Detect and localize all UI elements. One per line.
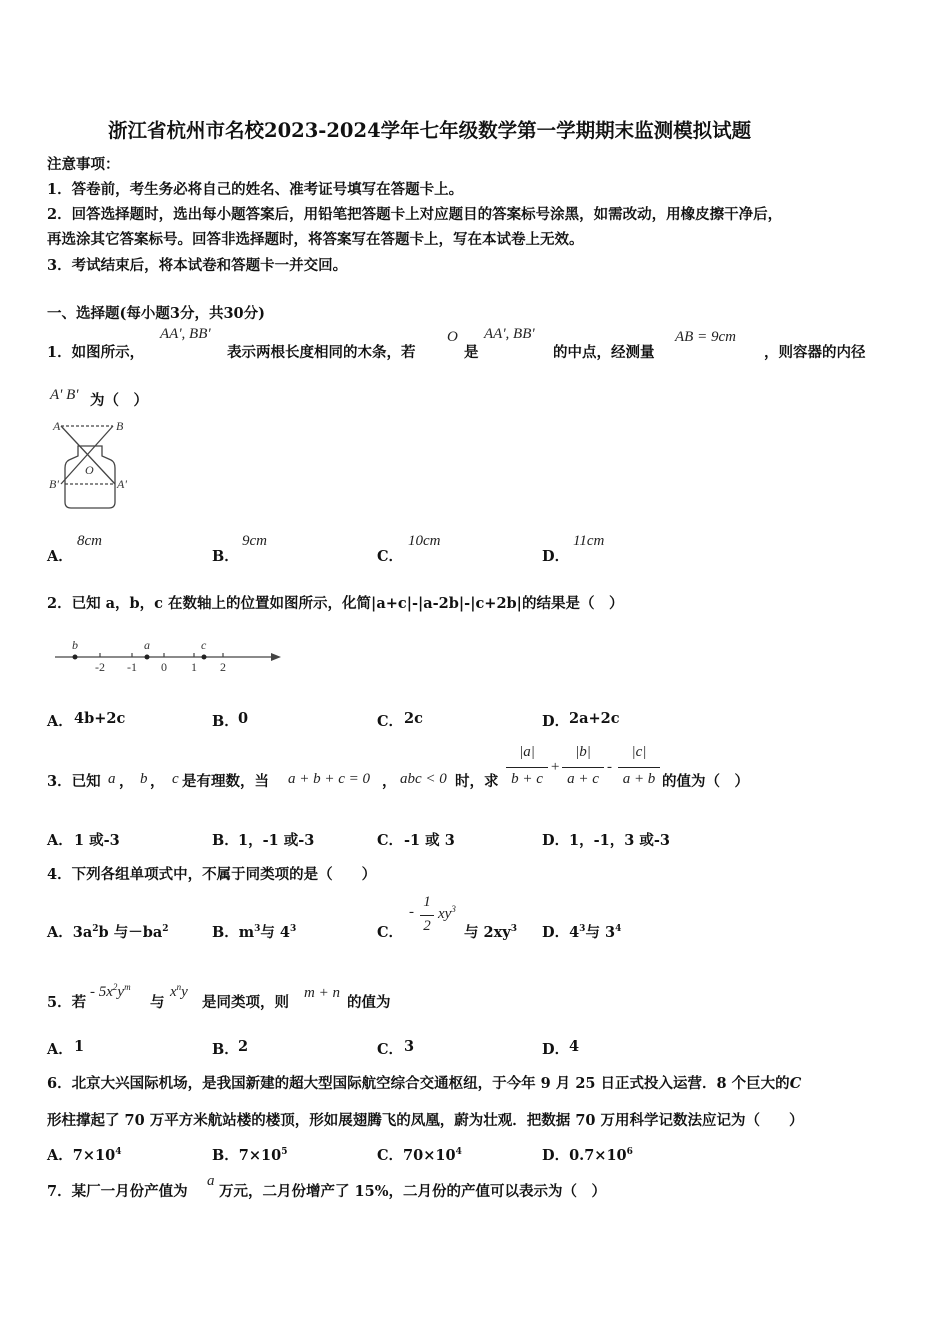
tick-label-2: 2 — [220, 660, 226, 674]
q3-cond-sum: a + b + c = 0 — [288, 771, 371, 787]
q4-option-a-term2: b 与－ba — [98, 924, 163, 941]
q6-text-c: C — [789, 1075, 802, 1092]
q5-option-c: 3 — [404, 1038, 415, 1055]
fig-label-o: O — [85, 463, 94, 477]
q4-option-a-exp2: 2 — [162, 924, 169, 935]
q4-option-b — [212, 921, 296, 942]
q4-option-a-label: A． — [47, 924, 73, 941]
q1-text-3: 是 — [464, 344, 479, 361]
q3-text-1: 3．已知 — [47, 773, 101, 790]
q5-option-a: 1 — [74, 1038, 85, 1055]
notice-item-1: 1．答卷前，考生务必将自己的姓名、准考证号填写在答题卡上。 — [47, 181, 464, 198]
q6-option-a-exp: 4 — [115, 1147, 122, 1158]
q1-text-5: ，则容器的内径 — [764, 344, 866, 361]
q4-option-b-term1: m — [238, 924, 255, 941]
q4-option-a — [47, 921, 169, 942]
q5-option-d-label: D． — [542, 1041, 570, 1058]
q1-math-o: O — [447, 329, 458, 345]
q5-text-3: 是同类项，则 — [202, 994, 289, 1011]
point-c — [202, 655, 207, 660]
fig-label-bp: B' — [49, 477, 59, 491]
q1-option-a-label: A． — [47, 548, 73, 565]
q6-option-c-exp: 4 — [455, 1147, 462, 1158]
section-heading: 一、选择题(每小题3分，共30分) — [47, 305, 265, 322]
q3-frac2-num: |b| — [575, 744, 591, 760]
q5-sum: m + n — [304, 985, 340, 1001]
q5-term-2 — [170, 982, 188, 1001]
label-c: c — [201, 638, 207, 652]
q3-frac1-den: b + c — [511, 771, 543, 787]
q7-var-a: a — [207, 1173, 215, 1189]
q2-option-b: 0 — [238, 710, 249, 727]
q1-option-a: 8cm — [77, 533, 102, 549]
q1-option-d-label: D． — [542, 548, 570, 565]
q3-frac2-bar — [562, 767, 604, 768]
q3-frac3-bar — [618, 767, 660, 768]
q3-minus: - — [607, 759, 612, 775]
q6-option-a-label: A． — [47, 1147, 73, 1164]
notice-heading: 注意事项： — [47, 156, 120, 173]
q3-option-a: 1 或-3 — [74, 832, 120, 849]
q3-text-3: 时，求 — [455, 773, 499, 790]
q4-text: 4．下列各组单项式中，不属于同类项的是（ ） — [47, 866, 377, 883]
q1-option-b-label: B． — [212, 548, 239, 565]
q5-option-b-label: B． — [212, 1041, 239, 1058]
q3-var-b: b — [140, 771, 148, 787]
q6-option-d-exp: 6 — [626, 1147, 633, 1158]
q3-var-a: a — [108, 771, 116, 787]
q2-option-b-label: B． — [212, 713, 239, 730]
q5-term-2-x: x — [170, 984, 177, 1000]
q3-option-d-label: D． — [542, 832, 570, 849]
label-b: b — [72, 638, 78, 652]
tick-label-0: 0 — [161, 660, 167, 674]
q4-option-a-exp1: 2 — [92, 924, 99, 935]
q4-option-c-var — [438, 904, 456, 923]
q6-option-d-label: D． — [542, 1147, 570, 1164]
q6-text-line-1 — [47, 1072, 801, 1093]
q3-frac3-den: a + b — [622, 771, 656, 787]
q3-sep-1: ， — [119, 773, 134, 790]
q4-option-c-frac-bar — [420, 915, 434, 916]
q3-option-a-label: A． — [47, 832, 73, 849]
q3-frac1-bar — [506, 767, 548, 768]
q3-frac3-num: |c| — [631, 744, 647, 760]
q5-option-d: 4 — [569, 1038, 580, 1055]
tick-label-minus-2: -2 — [95, 660, 105, 674]
q1-math-aa-bb: AA', BB' — [160, 326, 211, 342]
q5-term-1-y: y — [117, 984, 125, 1000]
q2-option-a: 4b+2c — [74, 710, 126, 727]
q5-text-2: 与 — [150, 994, 165, 1011]
q4-option-c-tail-exp: 3 — [510, 924, 517, 935]
q6-text-line-1-body: 6．北京大兴国际机场，是我国新建的超大型国际航空综合交通枢纽，于今年 9 月 25 日正式投入运营．8 个巨大的 — [47, 1075, 790, 1092]
q1-math-apbp: A' B' — [50, 387, 79, 403]
q6-text-line-2: 形柱撑起了 70 万平方米航站楼的楼顶，形如展翅腾飞的凤凰，蔚为壮观．把数据 70 万用科学记数法应记为（ ） — [47, 1112, 804, 1129]
q6-option-b-exp: 5 — [281, 1147, 288, 1158]
q5-text-4: 的值为 — [347, 994, 391, 1011]
q4-option-c-frac-num: 1 — [423, 894, 431, 910]
q4-option-c-tail-term: 与 2xy — [464, 924, 511, 941]
q5-option-a-label: A． — [47, 1041, 73, 1058]
tick-label-1: 1 — [191, 660, 197, 674]
q3-plus: + — [550, 759, 561, 775]
notice-item-2: 2．回答选择题时，选出每小题答案后，用铅笔把答题卡上对应题目的答案标号涂黑，如需改动，用橡皮擦干净后， — [47, 206, 783, 223]
q4-option-d-term2: 与 3 — [585, 924, 616, 941]
q3-sep-3: ， — [382, 773, 397, 790]
q2-option-c: 2c — [404, 710, 423, 727]
q2-option-d-label: D． — [542, 713, 570, 730]
q5-option-c-label: C． — [377, 1041, 404, 1058]
q4-option-c-xy: xy — [438, 906, 452, 922]
q2-number-line — [50, 636, 286, 676]
q6-option-b-label: B． — [212, 1147, 239, 1164]
q4-option-b-exp1: 3 — [254, 924, 261, 935]
q3-frac1-num: |a| — [519, 744, 535, 760]
q1-option-d: 11cm — [573, 533, 605, 549]
q6-option-c — [377, 1144, 462, 1165]
q2-option-a-label: A． — [47, 713, 73, 730]
q4-option-d-exp2: 4 — [615, 924, 622, 935]
q4-option-d-exp1: 3 — [579, 924, 586, 935]
fig-label-a: A — [53, 419, 61, 433]
q3-option-c-label: C． — [377, 832, 404, 849]
q2-text: 2．已知 a，b，c 在数轴上的位置如图所示，化简|a+c|-|a-2b|-|c+2b|的结果是（ ） — [47, 595, 624, 612]
q7-text-2: 万元，二月份增产了 15%，二月份的产值可以表示为（ ） — [219, 1183, 607, 1200]
q3-option-c: -1 或 3 — [404, 832, 455, 849]
q4-option-d — [542, 921, 621, 942]
point-b — [73, 655, 78, 660]
fig-label-b: B — [116, 419, 124, 433]
q4-option-b-term2: 与 4 — [260, 924, 291, 941]
q2-option-d: 2a+2c — [569, 710, 620, 727]
q6-option-b — [212, 1144, 287, 1165]
q1-option-c-label: C． — [377, 548, 404, 565]
q5-term-2-y: y — [181, 984, 188, 1000]
q6-option-d — [542, 1144, 633, 1165]
q1-option-b: 9cm — [242, 533, 267, 549]
q6-option-c-label: C． — [377, 1147, 404, 1164]
q1-container-figure — [45, 414, 140, 512]
q4-option-b-exp2: 3 — [290, 924, 297, 935]
q1-math-ab: AB = 9cm — [675, 329, 736, 345]
q4-option-c-label: C． — [377, 924, 404, 941]
q3-cond-product: abc < 0 — [400, 771, 447, 787]
q2-option-c-label: C． — [377, 713, 404, 730]
q4-option-c-sign: - — [409, 904, 414, 920]
q3-frac2-den: a + c — [567, 771, 599, 787]
tick-label-minus-1: -1 — [127, 660, 137, 674]
q4-option-b-label: B． — [212, 924, 239, 941]
q7-text-1: 7．某厂一月份产值为 — [47, 1183, 188, 1200]
fig-label-ap: A' — [117, 477, 127, 491]
q5-term-1 — [90, 982, 131, 1001]
q3-text-4: 的值为（ ） — [662, 773, 749, 790]
notice-item-3: 3．考试结束后，将本试卷和答题卡一并交回。 — [47, 257, 348, 274]
q3-option-d: 1，-1，3 或-3 — [569, 832, 670, 849]
q4-option-c-tail — [464, 921, 517, 942]
q3-var-c: c — [172, 771, 179, 787]
notice-item-2-cont: 再选涂其它答案标号。回答非选择题时，将答案写在答题卡上，写在本试卷上无效。 — [47, 231, 584, 248]
q6-option-b-base: 7×10 — [238, 1147, 282, 1164]
page-title: 浙江省杭州市名校2023-2024学年七年级数学第一学期期末监测模拟试题 — [108, 119, 752, 142]
q4-option-d-term1: 4 — [569, 924, 580, 941]
q1-text-1: 1．如图所示， — [47, 344, 145, 361]
q4-option-c-frac-den: 2 — [423, 918, 431, 934]
q3-text-2: 是有理数，当 — [182, 773, 269, 790]
q5-option-b: 2 — [238, 1038, 249, 1055]
q5-term-1-y-exp: m — [124, 982, 131, 992]
q4-option-a-term1: 3a — [72, 924, 93, 941]
q5-term-1-base: - 5x — [90, 984, 113, 1000]
q4-option-d-label: D． — [542, 924, 570, 941]
point-a — [145, 655, 150, 660]
q1-text-4: 的中点，经测量 — [553, 344, 655, 361]
q3-option-b-label: B． — [212, 832, 239, 849]
q6-option-d-base: 0.7×10 — [569, 1147, 627, 1164]
q1-text-6: 为（ ） — [90, 392, 148, 409]
q6-option-a — [47, 1144, 121, 1165]
q1-option-c: 10cm — [408, 533, 441, 549]
q5-term-2-exp: n — [176, 982, 182, 992]
label-a: a — [144, 638, 150, 652]
q3-sep-2: ， — [150, 773, 165, 790]
q6-option-a-base: 7×10 — [72, 1147, 116, 1164]
q1-text-2: 表示两根长度相同的木条，若 — [227, 344, 416, 361]
q5-term-1-exp: 2 — [112, 982, 118, 992]
q6-option-c-base: 70×10 — [403, 1147, 456, 1164]
q4-option-c-xy-exp: 3 — [451, 904, 456, 914]
q3-option-b: 1，-1 或-3 — [238, 832, 315, 849]
q5-text-1: 5．若 — [47, 994, 87, 1011]
q1-math-aa-bb-2: AA', BB' — [484, 326, 535, 342]
